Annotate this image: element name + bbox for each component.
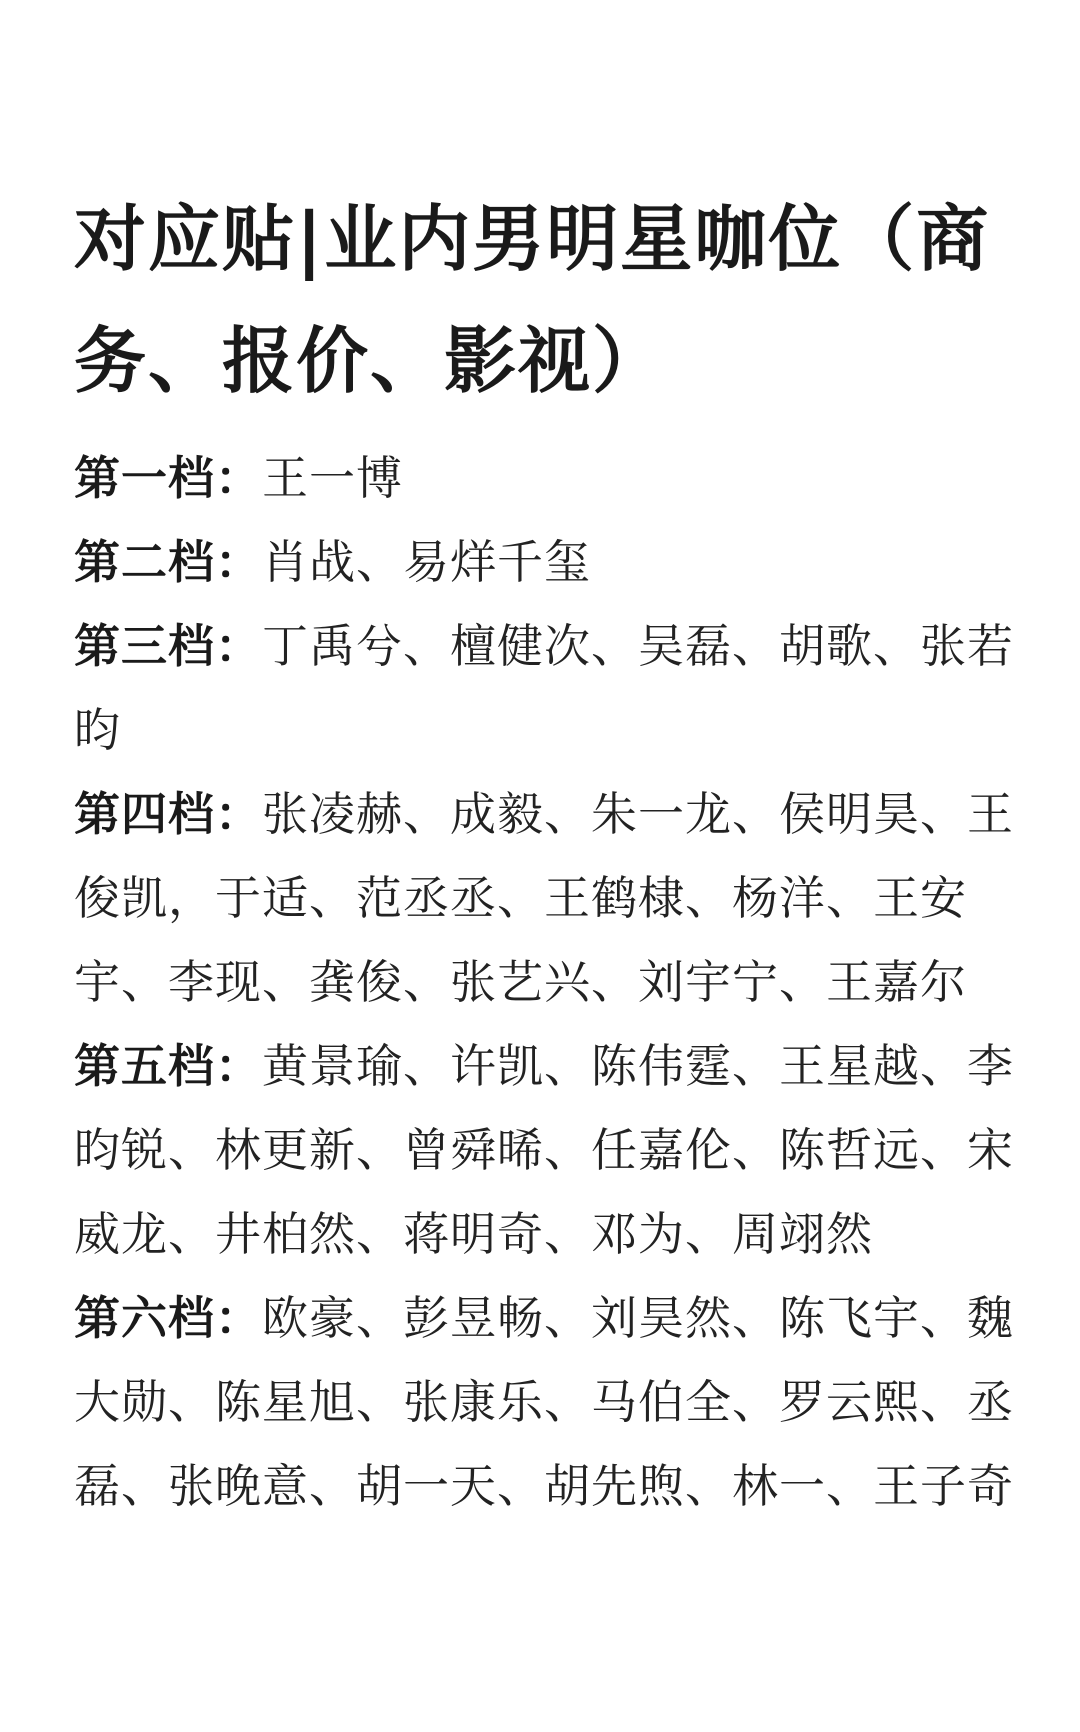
tier-names: 黄景瑜、许凯、陈伟霆、王星越、李昀锐、林更新、曾舜晞、任嘉伦、陈哲远、宋威龙、井柏然、蒋明奇、邓为、周翊然	[74, 1039, 1014, 1261]
tier-names: 欧豪、彭昱畅、刘昊然、陈飞宇、魏大勋、陈星旭、张康乐、马伯全、罗云熙、丞磊、张晚意、胡一天、胡先煦、林一、王子奇	[74, 1291, 1014, 1513]
tier-label: 第三档：	[74, 619, 262, 673]
tier-names: 肖战、易烊千玺	[262, 535, 591, 589]
tier-2	[74, 520, 1034, 604]
document-title: 对应贴|业内男明星咖位（商务、报价、影视）	[74, 197, 991, 403]
tier-6	[74, 1276, 1034, 1528]
tier-label: 第六档：	[74, 1291, 262, 1345]
tier-list	[74, 436, 1034, 1528]
tier-3	[74, 604, 1034, 772]
tier-label: 第四档：	[74, 787, 262, 841]
tier-5	[74, 1024, 1034, 1276]
tier-names: 张凌赫、成毅、朱一龙、侯明昊、王俊凯，于适、范丞丞、王鹤棣、杨洋、王安宇、李现、龚俊、张艺兴、刘宇宁、王嘉尔	[74, 787, 1014, 1009]
tier-label: 第一档：	[74, 451, 262, 505]
tier-names: 王一博	[262, 451, 403, 505]
tier-label: 第二档：	[74, 535, 262, 589]
tier-1	[74, 436, 1034, 520]
tier-label: 第五档：	[74, 1039, 262, 1093]
tier-names: 丁禹兮、檀健次、吴磊、胡歌、张若昀	[74, 619, 1014, 757]
tier-4	[74, 772, 1034, 1024]
